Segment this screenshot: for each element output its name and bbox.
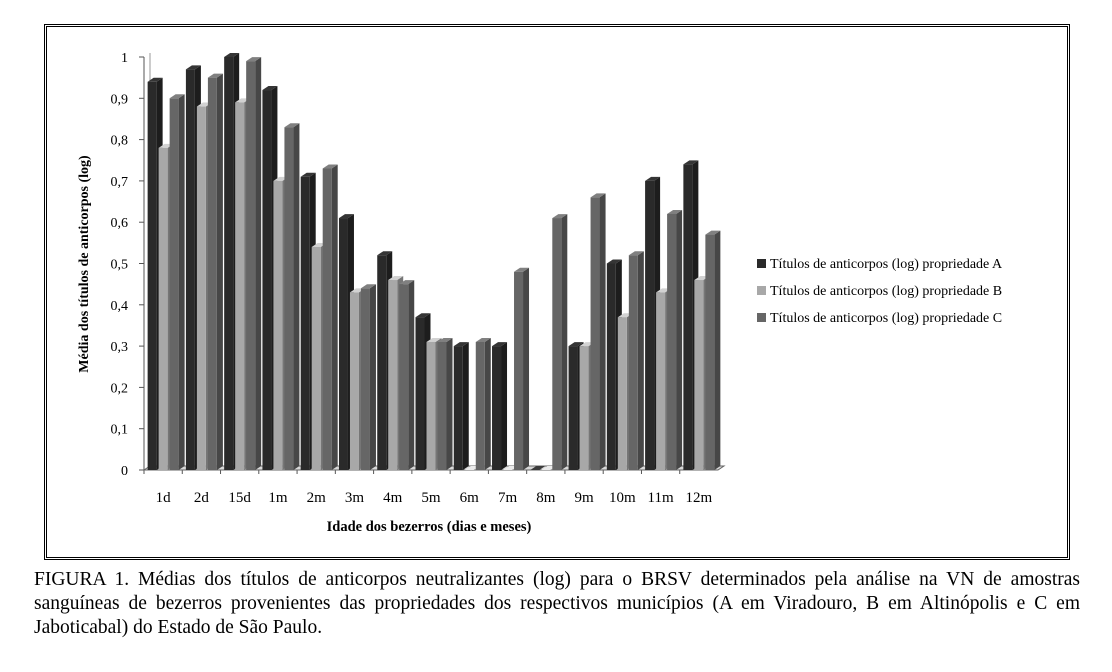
bar-front xyxy=(607,264,616,471)
bar-side xyxy=(179,94,185,470)
bar-side xyxy=(501,342,507,470)
bar-front xyxy=(476,342,485,470)
bar-front xyxy=(148,82,157,470)
bar-front xyxy=(323,169,332,470)
bar-front xyxy=(170,98,179,470)
bar-front xyxy=(350,292,359,470)
legend-item xyxy=(757,257,1003,272)
bar-front xyxy=(377,255,386,470)
x-tick-label: 1d xyxy=(155,490,171,506)
bar-front xyxy=(208,78,217,470)
bar xyxy=(454,342,469,470)
bar-side xyxy=(638,251,644,470)
figure-caption: FIGURA 1. Médias dos títulos de anticorpos neutralizantes (log) para o BRSV determinados pela análise na VN de amostras sanguíneas de bezerros provenientes das propriedades dos respectivos municípios (A em Viradouro, B em Altinópolis e C em Jaboticabal) do Estado de São Paulo. xyxy=(34,569,1080,638)
bar-front xyxy=(492,346,501,470)
bar-front xyxy=(224,57,233,470)
bar xyxy=(361,284,376,470)
y-tick-label: 0,9 xyxy=(110,92,128,108)
x-axis-label: Idade dos bezerros (dias e meses) xyxy=(326,519,532,535)
bar xyxy=(514,268,529,470)
bar-front xyxy=(301,177,310,470)
bar-front xyxy=(273,181,282,470)
x-tick-label: 7m xyxy=(497,490,518,506)
bar xyxy=(705,231,720,470)
bar-front xyxy=(284,127,293,470)
bar-front xyxy=(618,317,627,470)
bar-front xyxy=(361,288,370,470)
x-tick-label: 6m xyxy=(459,490,479,506)
x-tick-label: 2d xyxy=(193,490,209,506)
x-tick-label: 3m xyxy=(344,490,365,506)
bar-side xyxy=(217,74,223,470)
y-tick-label: 0,2 xyxy=(110,381,128,397)
bar-side xyxy=(255,57,261,470)
x-tick-label: 15d xyxy=(228,490,251,506)
bar xyxy=(629,251,644,470)
bar xyxy=(284,123,299,470)
bar-front xyxy=(705,235,714,470)
bar xyxy=(323,165,338,470)
chart-legend xyxy=(757,257,1003,326)
y-tick-label: 1 xyxy=(121,51,128,66)
x-tick-label: 5m xyxy=(421,490,441,506)
bar xyxy=(492,342,507,470)
bar-front xyxy=(339,218,348,470)
bar-side xyxy=(485,338,491,470)
bar-front xyxy=(246,61,255,470)
bar-front xyxy=(694,280,703,470)
bar-side xyxy=(523,268,529,470)
bar-side xyxy=(293,123,299,470)
legend-swatch xyxy=(757,313,766,322)
bar-side xyxy=(332,165,338,470)
bar-front xyxy=(645,181,654,470)
bar-front xyxy=(591,197,600,470)
legend-swatch xyxy=(757,259,766,268)
legend-label: Títulos de anticorpos (log) propriedade A xyxy=(770,257,1003,272)
x-tick-label: 2m xyxy=(306,490,326,506)
bar-front xyxy=(667,214,676,470)
bar-side xyxy=(600,193,606,470)
bar xyxy=(438,338,453,470)
bar-front xyxy=(186,69,195,470)
y-tick-label: 0 xyxy=(121,464,128,479)
bar xyxy=(667,210,682,470)
x-tick-label: 4m xyxy=(383,490,403,506)
bar-front xyxy=(552,218,561,470)
x-tick-label: 10m xyxy=(608,490,636,506)
bar-front xyxy=(399,284,408,470)
bar-side xyxy=(408,280,414,470)
x-tick-label: 9m xyxy=(574,490,594,506)
y-tick-label: 0,3 xyxy=(110,340,128,356)
bar xyxy=(476,338,491,470)
bar xyxy=(246,57,261,470)
bar-side xyxy=(370,284,376,470)
y-tick-label: 0,8 xyxy=(110,133,128,149)
bar xyxy=(591,193,606,470)
bar-front xyxy=(438,342,447,470)
y-tick-label: 0,5 xyxy=(110,257,128,273)
bar-side xyxy=(561,214,567,470)
x-tick-label: 11m xyxy=(647,490,674,506)
x-tick-label: 8m xyxy=(536,490,556,506)
bar-front xyxy=(262,90,271,470)
legend-label: Títulos de anticorpos (log) propriedade C xyxy=(770,311,1003,326)
bar-front xyxy=(416,317,425,470)
chart-bars xyxy=(148,53,721,470)
y-tick-label: 0,7 xyxy=(110,174,128,190)
bar-side xyxy=(463,342,469,470)
bar-front xyxy=(514,272,523,470)
bar xyxy=(399,280,414,470)
bar-front xyxy=(159,148,168,470)
bar-side xyxy=(447,338,453,470)
legend-swatch xyxy=(757,286,766,295)
bar-front xyxy=(683,164,692,470)
bar-side xyxy=(714,231,720,470)
y-tick-label: 0,1 xyxy=(110,422,128,438)
y-tick-label: 0,4 xyxy=(110,298,128,314)
legend-label: Títulos de anticorpos (log) propriedade B xyxy=(770,284,1003,299)
bar-front xyxy=(312,247,321,470)
x-tick-label: 12m xyxy=(685,490,713,506)
legend-item xyxy=(757,311,1002,326)
bar-front xyxy=(197,107,206,470)
y-axis-label: Média dos títulos de anticorpos (log) xyxy=(77,155,92,373)
y-tick-label: 0,6 xyxy=(110,216,128,232)
bar xyxy=(552,214,567,470)
bar-front xyxy=(454,346,463,470)
bar-front xyxy=(656,292,665,470)
bar-side xyxy=(676,210,682,470)
bar-front xyxy=(235,102,244,470)
bar-front xyxy=(629,255,638,470)
bar-front xyxy=(427,342,436,470)
bar xyxy=(170,94,185,470)
bar-front xyxy=(580,346,589,470)
bar xyxy=(208,74,223,470)
bar-front xyxy=(569,346,578,470)
legend-item xyxy=(757,284,1002,299)
bar-front xyxy=(388,280,397,470)
x-tick-label: 1m xyxy=(268,490,288,506)
